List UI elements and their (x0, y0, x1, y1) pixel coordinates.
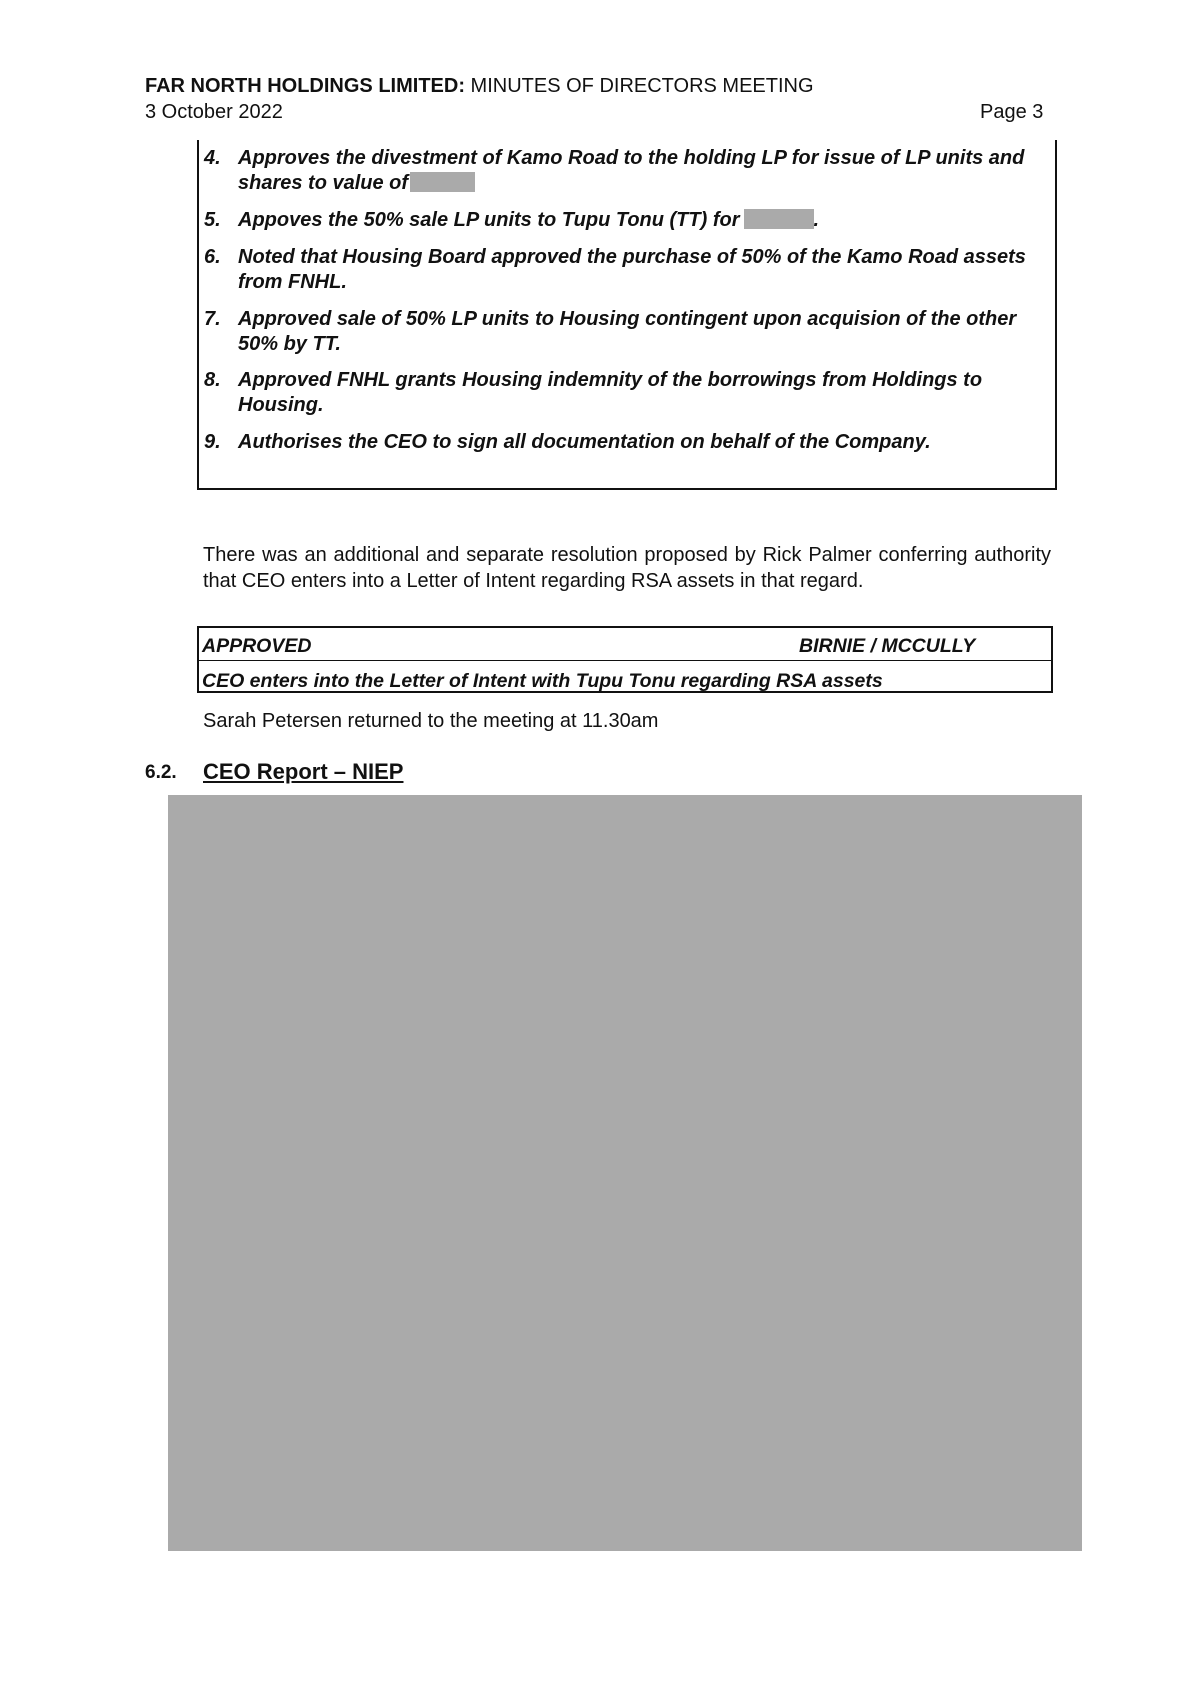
additional-resolution-paragraph: There was an additional and separate resolution proposed by Rick Palmer conferring authority that CEO enters into a Letter of Intent regarding RSA assets in that regard. (203, 544, 1051, 592)
resolution-number: 4. (204, 147, 221, 169)
resolution-text (238, 146, 1038, 195)
approval-movers: BIRNIE / MCCULLY (799, 635, 976, 657)
resolution-number: 8. (204, 369, 221, 391)
redacted-value (744, 209, 814, 229)
resolution-text: Noted that Housing Board approved the purchase of 50% of the Kamo Road assets from FNHL. (238, 246, 1026, 293)
approval-box (197, 626, 1053, 693)
document-title: MINUTES OF DIRECTORS MEETING (465, 75, 814, 97)
meeting-date: 3 October 2022 (145, 101, 283, 123)
redacted-value (410, 172, 475, 192)
company-name: FAR NORTH HOLDINGS LIMITED (145, 75, 459, 97)
resolution-text: Authorises the CEO to sign all documentation on behalf of the Company. (238, 431, 931, 453)
section-number: 6.2. (145, 762, 177, 783)
resolution-box (197, 140, 1057, 490)
resolution-text-part: . (813, 209, 820, 231)
document-title-line (145, 74, 814, 98)
resolution-text-part: Approves the divestment of Kamo Road to the holding LP for issue of LP units and shares to value of (238, 147, 1025, 194)
resolution-text (238, 208, 1038, 233)
resolution-number: 9. (204, 431, 221, 453)
page-number: Page 3 (980, 101, 1044, 123)
resolution-text: Approved sale of 50% LP units to Housing contingent upon acquision of the other 50% by TT. (238, 308, 1017, 355)
approved-resolution: CEO enters into the Letter of Intent with Tupu Tonu regarding RSA assets (202, 670, 883, 692)
resolution-number: 7. (204, 308, 221, 330)
approval-status: APPROVED (202, 635, 312, 657)
section-title: CEO Report – NIEP (203, 759, 404, 784)
title-separator: : (458, 75, 465, 97)
resolution-number: 5. (204, 209, 221, 231)
resolution-text-part: Appoves the 50% sale LP units to Tupu Tonu (TT) for (238, 209, 740, 231)
resolution-number: 6. (204, 246, 221, 268)
redacted-content-block (168, 795, 1082, 1551)
resolution-text: Approved FNHL grants Housing indemnity of the borrowings from Holdings to Housing. (238, 369, 983, 416)
meeting-note: Sarah Petersen returned to the meeting at 11.30am (203, 710, 659, 732)
approval-divider (199, 660, 1051, 661)
